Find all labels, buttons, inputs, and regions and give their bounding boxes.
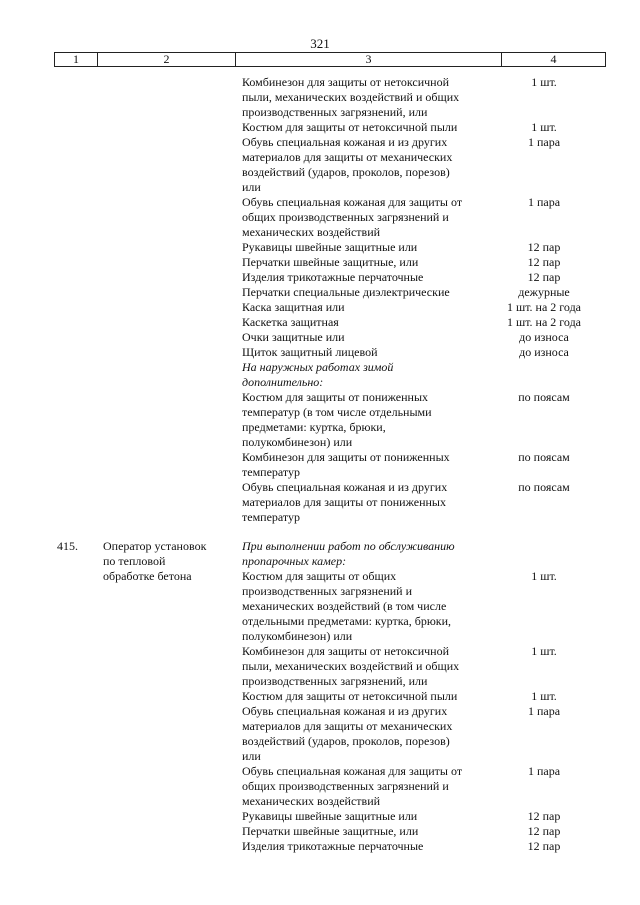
item-description — [242, 195, 494, 240]
item-description — [242, 330, 494, 345]
description-line: температур — [242, 510, 301, 524]
description-line: При выполнении работ по обслуживанию — [242, 539, 455, 553]
description-line: Комбинезон для защиты от нетоксичной — [242, 644, 450, 658]
description-line: пыли, механических воздействий и общих — [242, 90, 460, 104]
item-description — [242, 75, 494, 120]
item-description — [242, 809, 494, 824]
column-header-row — [54, 52, 606, 67]
item-quantity: 12 пар — [527, 240, 561, 254]
table-row — [0, 480, 640, 525]
table-row — [0, 569, 640, 644]
item-quantity: 1 пара — [527, 195, 561, 209]
description-line: Комбинезон для защиты от пониженных — [242, 450, 450, 464]
description-line: Комбинезон для защиты от нетоксичной — [242, 75, 450, 89]
table-row — [0, 360, 640, 390]
item-description — [242, 285, 494, 300]
table-row — [0, 255, 640, 270]
table-row — [0, 539, 640, 569]
item-quantity: 1 пара — [527, 764, 561, 778]
description-line: Обувь специальная кожаная и из других — [242, 135, 448, 149]
description-line: пыли, механических воздействий и общих — [242, 659, 460, 673]
item-description — [242, 839, 494, 854]
description-line: Щиток защитный лицевой — [242, 345, 378, 359]
item-quantity: 1 пара — [527, 135, 561, 149]
page-number: 321 — [310, 36, 330, 51]
table-row — [0, 135, 640, 195]
column-header-4: 4 — [550, 52, 557, 66]
column-header-3: 3 — [236, 53, 502, 66]
section-note — [242, 539, 494, 569]
item-quantity: дежурные — [518, 285, 570, 299]
table-row — [0, 450, 640, 480]
table-row — [0, 240, 640, 255]
item-quantity: 1 шт. — [531, 569, 557, 583]
item-quantity: 1 шт. — [531, 120, 557, 134]
description-line: Обувь специальная кожаная для защиты от — [242, 195, 463, 209]
description-line: механических воздействий — [242, 794, 381, 808]
item-quantity: 1 шт. — [531, 689, 557, 703]
item-quantity: 1 пара — [527, 704, 561, 718]
table-row — [0, 644, 640, 689]
job-title-line: обработке бетона — [103, 569, 192, 583]
description-line: производственных загрязнений, или — [242, 674, 428, 688]
item-description — [242, 120, 494, 135]
table-row — [0, 809, 640, 824]
table-row — [0, 75, 640, 120]
description-line: Перчатки швейные защитные, или — [242, 824, 419, 838]
table-row — [0, 704, 640, 764]
item-description — [242, 315, 494, 330]
section-note — [242, 360, 494, 390]
description-line: Каска защитная или — [242, 300, 345, 314]
item-quantity: 12 пар — [527, 824, 561, 838]
item-description — [242, 300, 494, 315]
description-line: пропарочных камер: — [242, 554, 347, 568]
description-line: На наружных работах зимой — [242, 360, 394, 374]
item-quantity: 1 шт. на 2 года — [506, 300, 582, 314]
item-description — [242, 644, 494, 689]
table-row — [0, 300, 640, 315]
description-line: общих производственных загрязнений и — [242, 210, 449, 224]
description-line: температур — [242, 465, 301, 479]
item-quantity: до износа — [519, 330, 569, 344]
item-quantity: 1 шт. на 2 года — [506, 315, 582, 329]
item-quantity: 12 пар — [527, 270, 561, 284]
description-line: Рукавицы швейные защитные или — [242, 809, 418, 823]
item-description — [242, 240, 494, 255]
table-row — [0, 839, 640, 854]
description-line: предметами: куртка, брюки, — [242, 420, 386, 434]
description-line: полукомбинезон) или — [242, 629, 353, 643]
item-quantity: 1 шт. — [531, 75, 557, 89]
table-row — [0, 285, 640, 300]
description-line: Обувь специальная кожаная и из других — [242, 704, 448, 718]
description-line: материалов для защиты от пониженных — [242, 495, 446, 509]
description-line: Каскетка защитная — [242, 315, 339, 329]
item-description — [242, 390, 494, 450]
entry-number: 415. — [57, 539, 78, 553]
table-row — [0, 270, 640, 285]
item-quantity: 1 шт. — [531, 644, 557, 658]
description-line: или — [242, 749, 261, 763]
item-quantity: по поясам — [518, 450, 570, 464]
description-line: Изделия трикотажные перчаточные — [242, 839, 424, 853]
description-line: материалов для защиты от механических — [242, 719, 453, 733]
column-header-2: 2 — [98, 53, 236, 66]
description-line: или — [242, 180, 261, 194]
description-line: механических воздействий — [242, 225, 381, 239]
item-description — [242, 270, 494, 285]
item-quantity: 12 пар — [527, 255, 561, 269]
description-line: общих производственных загрязнений и — [242, 779, 449, 793]
item-description — [242, 135, 494, 195]
description-line: дополнительно: — [242, 375, 324, 389]
item-description — [242, 450, 494, 480]
description-line: материалов для защиты от механических — [242, 150, 453, 164]
table-row — [0, 345, 640, 360]
description-line: воздействий (ударов, проколов, порезов) — [242, 734, 450, 748]
table-row — [0, 764, 640, 809]
job-title-line: Оператор установок — [103, 539, 207, 553]
description-line: Костюм для защиты от нетоксичной пыли — [242, 120, 458, 134]
description-line: отдельными предметами: куртка, брюки, — [242, 614, 452, 628]
item-description — [242, 345, 494, 360]
description-line: Костюм для защиты от общих — [242, 569, 397, 583]
description-line: Обувь специальная кожаная для защиты от — [242, 764, 463, 778]
description-line: воздействий (ударов, проколов, порезов) — [242, 165, 450, 179]
item-description — [242, 689, 494, 704]
table-row — [0, 390, 640, 450]
description-line: Изделия трикотажные перчаточные — [242, 270, 424, 284]
description-line: Обувь специальная кожаная и из других — [242, 480, 448, 494]
table-row — [0, 195, 640, 240]
description-line: производственных загрязнений, или — [242, 105, 428, 119]
description-line: температур (в том числе отдельными — [242, 405, 432, 419]
description-line: механических воздействий (в том числе — [242, 599, 447, 613]
item-description — [242, 824, 494, 839]
description-line: Костюм для защиты от пониженных — [242, 390, 429, 404]
item-quantity: по поясам — [518, 480, 570, 494]
table-row — [0, 330, 640, 345]
job-title-line: по тепловой — [103, 554, 166, 568]
description-line: Перчатки швейные защитные, или — [242, 255, 419, 269]
description-line: Костюм для защиты от нетоксичной пыли — [242, 689, 458, 703]
description-line: Перчатки специальные диэлектрические — [242, 285, 450, 299]
item-quantity: 12 пар — [527, 839, 561, 853]
item-description — [242, 480, 494, 525]
item-quantity: 12 пар — [527, 809, 561, 823]
item-description — [242, 704, 494, 764]
item-description — [242, 764, 494, 809]
item-quantity: до износа — [519, 345, 569, 359]
description-line: Рукавицы швейные защитные или — [242, 240, 418, 254]
table-row — [0, 689, 640, 704]
item-description — [242, 255, 494, 270]
description-line: полукомбинезон) или — [242, 435, 353, 449]
table-row — [0, 315, 640, 330]
item-description — [242, 569, 494, 644]
table-row — [0, 120, 640, 135]
item-quantity: по поясам — [518, 390, 570, 404]
column-header-1: 1 — [55, 53, 98, 66]
table-row — [0, 824, 640, 839]
description-line: производственных загрязнений и — [242, 584, 413, 598]
description-line: Очки защитные или — [242, 330, 345, 344]
